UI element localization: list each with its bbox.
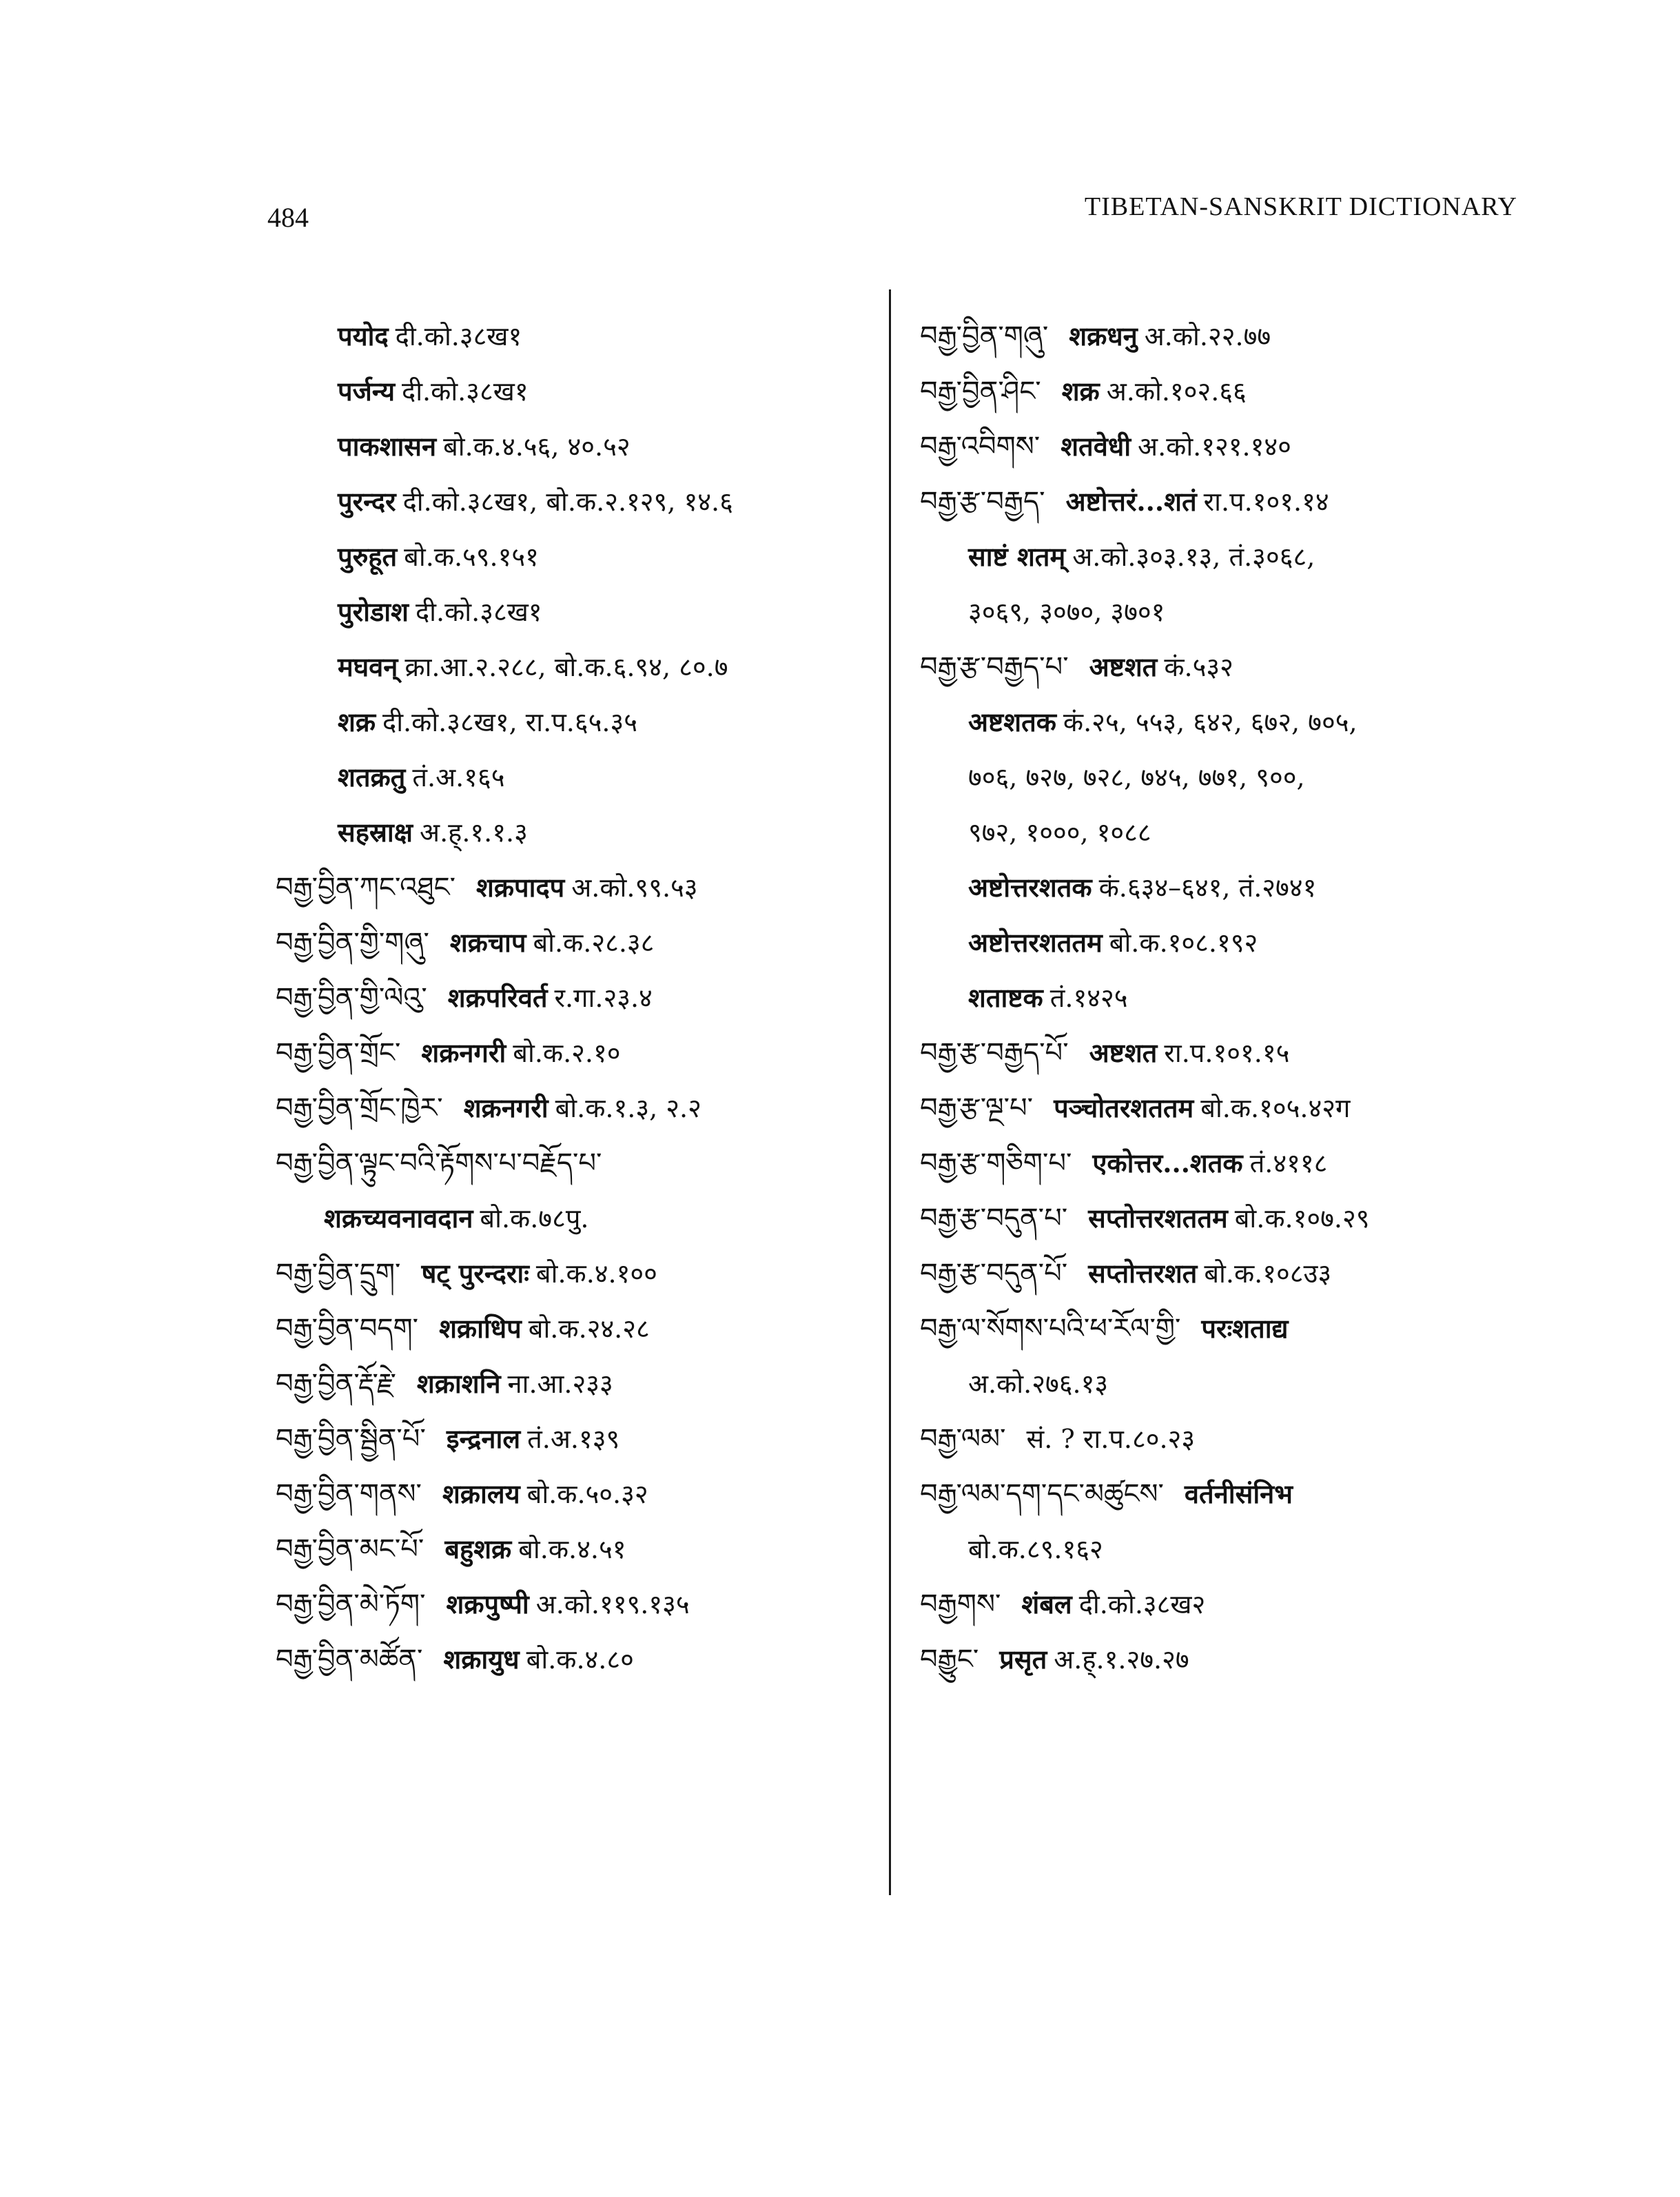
dictionary-entry (920, 1136, 1540, 1191)
source-reference: बो.क.१०७.२९ (1234, 1203, 1370, 1234)
tibetan-headword: བརྒྱུང་ (920, 1644, 979, 1675)
dictionary-entry (920, 1025, 1540, 1081)
dictionary-entry (276, 474, 882, 529)
tibetan-headword: བརྒྱ་བྱིན་མང་པོ་ (276, 1533, 424, 1565)
source-reference: कं.६३४–६४१, तं.२७४१ (1098, 872, 1317, 903)
sanskrit-equivalent: अष्टोत्तरं...शतं (1065, 486, 1197, 517)
sanskrit-equivalent: षट् पुरन्दराः (421, 1258, 529, 1289)
source-reference: ना.आ.२३३ (507, 1369, 613, 1399)
tibetan-headword: བརྒྱ་རྩ་གཅིག་པ་ (920, 1147, 1072, 1179)
sanskrit-equivalent: प्रसृत (999, 1644, 1047, 1675)
dictionary-entry (920, 1081, 1540, 1136)
dictionary-entry (920, 309, 1540, 364)
sanskrit-equivalent: शंबल (1021, 1588, 1072, 1619)
source-reference: र.गा.२३.४ (554, 983, 653, 1013)
dictionary-entry (276, 915, 882, 970)
sanskrit-equivalent: शक्रायुध (443, 1644, 520, 1675)
sanskrit-equivalent: शक्रपादप (476, 872, 565, 903)
tibetan-headword: བརྒྱ་བྱིན་རྡོ་རྗེ་ (276, 1368, 396, 1400)
dictionary-entry (920, 1522, 1540, 1577)
tibetan-headword: བརྒྱ་རྩ་བདུན་པོ་ (920, 1258, 1068, 1289)
source-reference: बो.क.४.८० (526, 1644, 634, 1675)
dictionary-entry (920, 529, 1540, 584)
source-reference: दी.को.३८ख१ (415, 597, 542, 627)
tibetan-headword: བརྒྱ་འབིགས་ (920, 431, 1041, 462)
tibetan-headword: བརྒྱ་བྱིན་མེ་ཏོག་ (276, 1588, 426, 1620)
tibetan-headword: བརྒྱགས་ (920, 1588, 1001, 1620)
column-divider (889, 289, 891, 1895)
source-reference: बो.क.५९.१५१ (404, 542, 539, 572)
source-reference: तं.१४२५ (1049, 983, 1128, 1013)
sanskrit-equivalent: शताष्टक (968, 982, 1043, 1013)
sanskrit-equivalent: पयोद (338, 320, 389, 351)
source-reference: दी.को.३८ख१, बो.क.२.१२९, १४.६ (402, 487, 733, 517)
dictionary-entry (920, 1467, 1540, 1522)
sanskrit-equivalent: अष्टशत (1089, 651, 1158, 682)
dictionary-entry (920, 1191, 1540, 1246)
dictionary-entry (276, 860, 882, 915)
tibetan-headword: བརྒྱ་རྩ་བརྒྱད་ (920, 486, 1045, 518)
dictionary-entry (276, 309, 882, 364)
sanskrit-equivalent: साष्टं शतम् (968, 541, 1066, 572)
source-reference: अ.को.३०३.१३, तं.३०६८, (1072, 542, 1315, 572)
source-reference: बो.क.१०८.१९२ (1109, 928, 1258, 958)
sanskrit-equivalent: सप्तोत्तरशततम (1088, 1203, 1228, 1234)
sanskrit-equivalent: अष्टशत (1089, 1037, 1158, 1068)
source-reference: तं.अ.१६५ (412, 762, 505, 793)
source-reference: रा.प.१०१.१५ (1164, 1038, 1290, 1068)
sanskrit-equivalent: शक्र (1061, 376, 1100, 407)
sanskrit-equivalent: मघवन् (338, 651, 398, 682)
sanskrit-equivalent: इन्द्रनाल (446, 1423, 521, 1454)
tibetan-headword: བརྒྱ་བྱིན་གྱི་གཞུ་ (276, 927, 429, 959)
source-reference: दी.को.३८ख१ (395, 321, 522, 351)
source-reference: सं. ? रा.प.८०.२३ (1026, 1424, 1196, 1454)
sanskrit-equivalent: वर्तनीसंनिभ (1184, 1478, 1293, 1509)
tibetan-headword: བརྒྱ་རྩ་བརྒྱད་པོ་ (920, 1037, 1069, 1069)
source-reference: कं.५३२ (1164, 652, 1233, 682)
dictionary-entry (276, 419, 882, 474)
source-reference: बो.क.१०५.४२ग (1200, 1093, 1351, 1123)
tibetan-headword: བརྒྱ་བྱིན་ཤིང་ (920, 376, 1041, 407)
dictionary-entry (276, 695, 882, 750)
sanskrit-equivalent: शक्रपुष्पी (446, 1588, 529, 1619)
dictionary-entry (920, 1246, 1540, 1301)
sanskrit-equivalent: शक्रालय (442, 1478, 520, 1509)
source-reference: बो.क.४.५१ (518, 1534, 626, 1564)
dictionary-entry (920, 364, 1540, 419)
dictionary-entry (920, 1301, 1540, 1356)
source-reference: कं.२५, ५५३, ६४२, ६७२, ७०५, (1063, 707, 1358, 737)
tibetan-headword: བརྒྱ་བྱིན་དྲུག་ (276, 1258, 401, 1289)
source-reference: तं.४११८ (1249, 1148, 1328, 1178)
tibetan-headword: བརྒྱ་བྱིན་གྲོང་ཁྱེར་ (276, 1092, 443, 1124)
dictionary-entry (920, 1632, 1540, 1687)
dictionary-entry (276, 1577, 882, 1632)
dictionary-entry (276, 529, 882, 584)
tibetan-headword: བརྒྱ་བྱིན་སྦྱིན་པོ་ (276, 1423, 426, 1455)
source-reference: बो.क.२८.३८ (533, 928, 655, 958)
source-reference: बो.क.२.१० (513, 1038, 621, 1068)
tibetan-headword: བརྒྱ་བྱིན་བདག་ (276, 1313, 419, 1345)
dictionary-entry (920, 915, 1540, 970)
sanskrit-equivalent: पञ्चोतरशततम (1054, 1092, 1194, 1123)
dictionary-entry (920, 1577, 1540, 1632)
source-reference: बो.क.८९.१६२ (968, 1534, 1103, 1564)
sanskrit-equivalent: शक्राशनि (416, 1368, 501, 1399)
dictionary-entry (920, 640, 1540, 695)
sanskrit-equivalent: पुरन्दर (338, 486, 396, 517)
source-reference: दी.को.३८ख२ (1078, 1589, 1206, 1619)
sanskrit-equivalent: शतवेधी (1061, 431, 1131, 462)
source-reference: अ.को.९९.५३ (571, 872, 698, 903)
tibetan-headword: བརྒྱ་བྱིན་གཞུ་ (920, 320, 1049, 352)
tibetan-headword: བརྒྱ་བྱིན་མཚོན་ (276, 1644, 423, 1675)
source-reference: अ.को.२७६.१३ (968, 1369, 1109, 1399)
dictionary-entry (276, 1025, 882, 1081)
source-reference: ३०६९, ३०७०, ३७०१ (968, 597, 1165, 627)
source-reference: अ.ह्.१.१.३ (420, 817, 528, 848)
dictionary-entry (920, 805, 1540, 860)
source-reference: ९७२, १०००, १०८८ (968, 817, 1151, 848)
dictionary-entry (276, 364, 882, 419)
source-reference: अ.को.१२१.१४० (1138, 431, 1291, 462)
source-reference: दी.को.३८ख१ (402, 376, 529, 407)
source-reference: अ.ह्.१.२७.२७ (1054, 1644, 1189, 1675)
sanskrit-equivalent: एकोत्तर...शतक (1092, 1147, 1243, 1178)
sanskrit-equivalent: पुरुहूत (338, 541, 398, 572)
sanskrit-equivalent: बहुशक्र (444, 1533, 512, 1564)
source-reference: बो.क.५०.३२ (526, 1479, 648, 1509)
source-reference: ७०६, ७२७, ७२८, ७४५, ७७१, ९००, (968, 762, 1305, 793)
sanskrit-equivalent: परःशताद्य (1201, 1313, 1289, 1344)
sanskrit-equivalent: शक्रच्यवनावदान (324, 1203, 473, 1234)
dictionary-entry (276, 1467, 882, 1522)
sanskrit-equivalent: शक्रनगरी (421, 1037, 506, 1068)
tibetan-headword: བརྒྱ་ལམ་དག་དང་མཚུངས་ (920, 1478, 1164, 1510)
dictionary-entry (920, 1356, 1540, 1411)
dictionary-entry (276, 1301, 882, 1356)
dictionary-entry (276, 1356, 882, 1411)
tibetan-headword: བརྒྱ་བྱིན་ཀང་འཐུང་ (276, 872, 455, 903)
tibetan-headword: བརྒྱ་བྱིན་གནས་ (276, 1478, 422, 1510)
dictionary-entry (276, 805, 882, 860)
sanskrit-equivalent: सप्तोत्तरशत (1088, 1258, 1198, 1289)
dictionary-entry (920, 695, 1540, 750)
dictionary-entry (276, 970, 882, 1025)
source-reference: बो.क.२४.२८ (528, 1314, 650, 1344)
tibetan-headword: བརྒྱ་ལ་སོགས་པའི་ཕ་རོལ་གྱི་ (920, 1313, 1181, 1345)
dictionary-entry (276, 640, 882, 695)
sanskrit-equivalent: पाकशासन (338, 431, 437, 462)
source-reference: अ.को.१०२.६६ (1106, 376, 1247, 407)
sanskrit-equivalent: शक्रपरिवर्त (447, 982, 548, 1013)
dictionary-entry (920, 474, 1540, 529)
dictionary-entry (276, 1081, 882, 1136)
tibetan-headword: བརྒྱ་རྩ་བདུན་པ་ (920, 1203, 1068, 1234)
page-number: 484 (267, 202, 309, 233)
sanskrit-equivalent: शक्र (338, 706, 376, 737)
sanskrit-equivalent: शक्रनगरी (463, 1092, 549, 1123)
source-reference: क्रा.आ.२.२८८, बो.क.६.९४, ८०.७ (404, 652, 728, 682)
sanskrit-equivalent: शक्रचाप (449, 927, 526, 958)
source-reference: अ.को.११९.१३५ (535, 1589, 690, 1619)
sanskrit-equivalent: शतक्रतु (338, 762, 406, 793)
dictionary-entry (276, 584, 882, 640)
source-reference: अ.को.२२.७७ (1144, 321, 1271, 351)
dictionary-entry (920, 584, 1540, 640)
dictionary-entry (276, 1632, 882, 1687)
dictionary-entry (276, 1246, 882, 1301)
source-reference: बो.क.१.३, २.२ (555, 1093, 701, 1123)
dictionary-entry (920, 750, 1540, 805)
dictionary-entry (276, 750, 882, 805)
source-reference: दी.को.३८ख१, रा.प.६५.३५ (382, 707, 638, 737)
source-reference: बो.क.४.५६, ४०.५२ (443, 431, 631, 462)
sanskrit-equivalent: शक्राधिप (439, 1313, 522, 1344)
sanskrit-equivalent: अष्टोत्तरशतक (968, 872, 1092, 903)
dictionary-entry (276, 1411, 882, 1467)
tibetan-headword: བརྒྱ་བྱིན་གྱི་ལེའུ་ (276, 982, 427, 1014)
sanskrit-equivalent: अष्टोत्तरशततम (968, 927, 1103, 958)
dictionary-entry (276, 1191, 882, 1246)
left-column (276, 309, 882, 1687)
sanskrit-equivalent: शक्रधनु (1069, 320, 1138, 351)
source-reference: बो.क.४.१०० (535, 1258, 657, 1289)
source-reference: बो.क.७८पु. (480, 1203, 589, 1234)
tibetan-headword: བརྒྱ་བྱིན་ལྟུང་བའི་རྟོགས་པ་བརྗོད་པ་ (276, 1147, 602, 1179)
dictionary-entry (920, 860, 1540, 915)
sanskrit-equivalent: अष्टशतक (968, 706, 1056, 737)
tibetan-headword: བརྒྱ་རྩ་ལྔ་པ་ (920, 1092, 1034, 1124)
tibetan-headword: བརྒྱ་བྱིན་གྲོང་ (276, 1037, 401, 1069)
sanskrit-equivalent: पर्जन्य (338, 376, 396, 407)
dictionary-entry (920, 1411, 1540, 1467)
right-column (920, 309, 1540, 1687)
source-reference: बो.क.१०८उ३ (1204, 1258, 1332, 1289)
dictionary-entry (920, 970, 1540, 1025)
tibetan-headword: བརྒྱ་རྩ་བརྒྱད་པ་ (920, 651, 1069, 683)
dictionary-entry (276, 1522, 882, 1577)
source-reference: रा.प.१०१.१४ (1203, 487, 1329, 517)
sanskrit-equivalent: पुरोडाश (338, 596, 409, 627)
sanskrit-equivalent: सहस्राक्ष (338, 817, 413, 848)
running-head: TIBETAN-SANSKRIT DICTIONARY (1084, 192, 1517, 221)
tibetan-headword: བརྒྱ་ལམ་ (920, 1423, 1006, 1455)
source-reference: तं.अ.१३९ (527, 1424, 620, 1454)
dictionary-entry (276, 1136, 882, 1191)
dictionary-entry (920, 419, 1540, 474)
